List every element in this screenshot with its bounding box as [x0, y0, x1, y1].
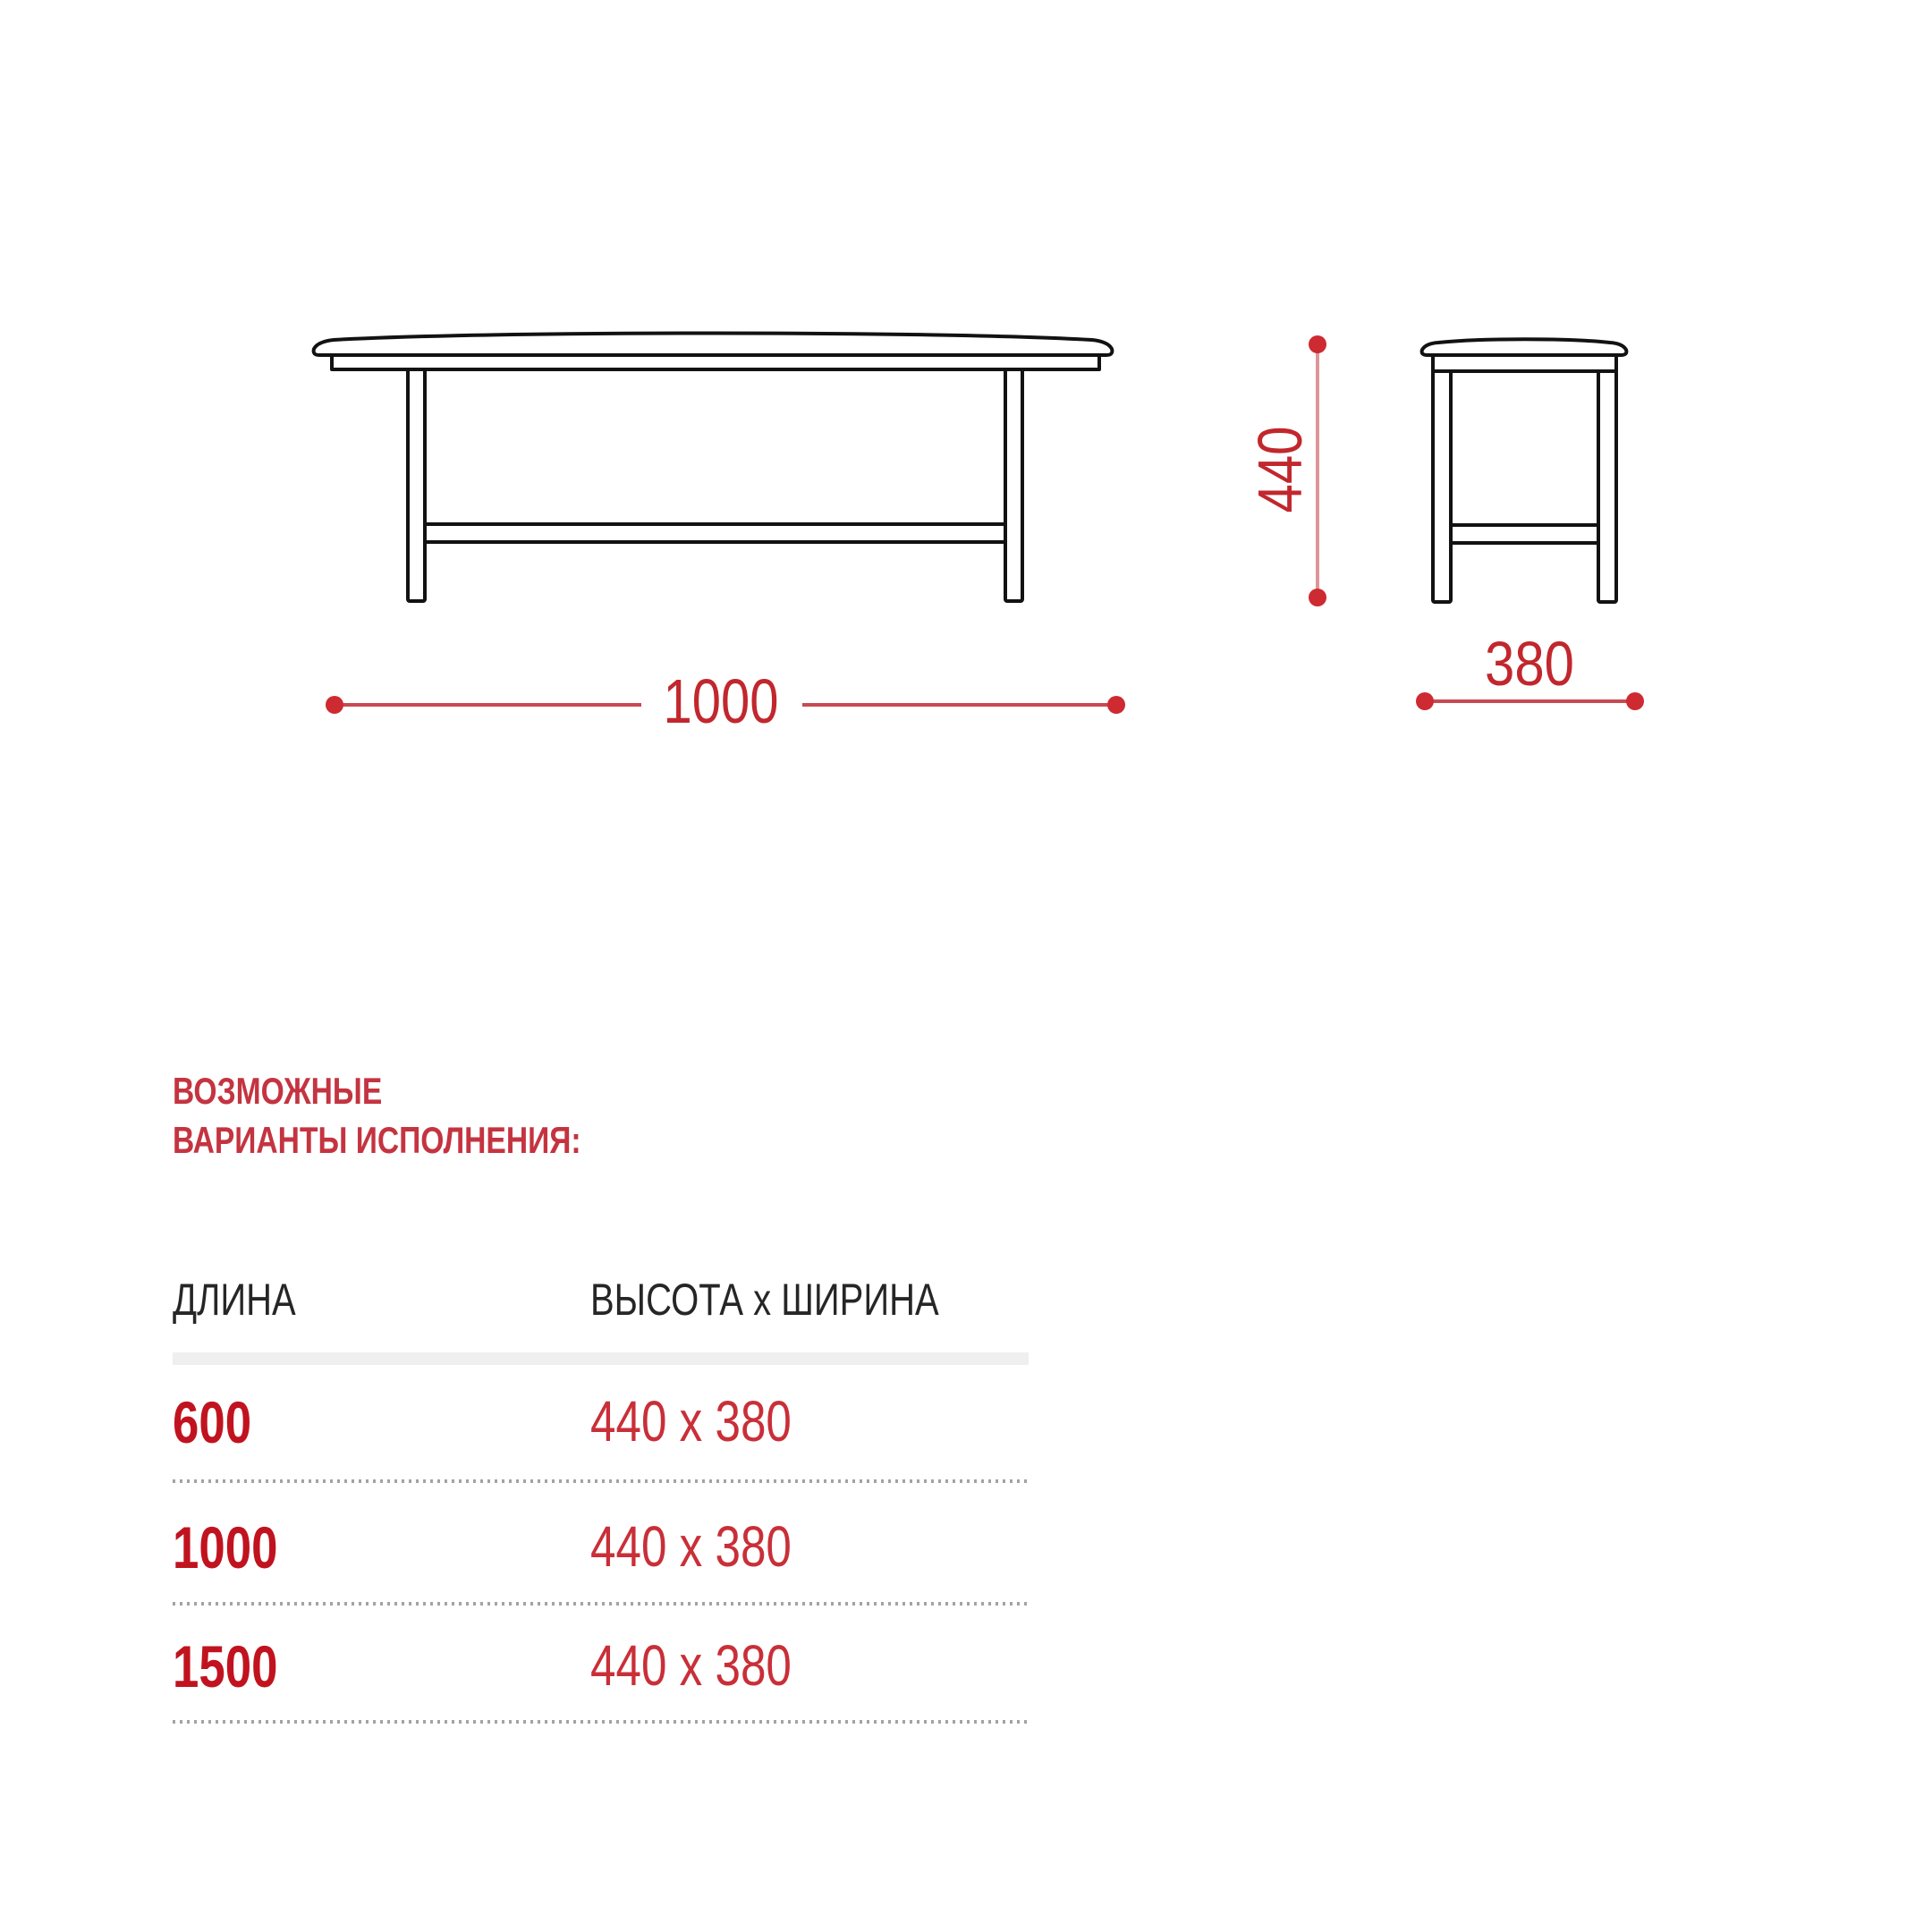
width-dim-dot-right: [1626, 692, 1644, 710]
table-header-bar: [173, 1352, 1029, 1365]
length-dim-dot-right: [1107, 696, 1125, 714]
variants-heading-line1: ВОЗМОЖНЫЕ: [173, 1070, 383, 1112]
side-apron: [1433, 355, 1616, 371]
column-header-length: ДЛИНА: [173, 1275, 296, 1325]
dimension-height: [1245, 335, 1326, 606]
side-stretcher: [1442, 525, 1607, 543]
side-right-leg: [1598, 371, 1616, 602]
width-dim-value: 380: [1485, 629, 1574, 699]
variants-heading: [173, 1066, 683, 1165]
length-dim-value: 1000: [663, 666, 779, 736]
bench-side-view: [1422, 339, 1627, 602]
length-dim-dot-left: [326, 696, 343, 714]
height-dim-value: 440: [1245, 408, 1315, 513]
column-header-size: ВЫСОТА x ШИРИНА: [590, 1275, 939, 1325]
row-separator: [173, 1602, 1029, 1606]
front-right-leg: [1005, 369, 1022, 601]
variants-heading-line2: ВАРИАНТЫ ИСПОЛНЕНИЯ:: [173, 1119, 581, 1161]
front-seat-plank: [314, 334, 1113, 356]
row-separator: [173, 1720, 1029, 1724]
table-row-length: 1500: [173, 1633, 278, 1699]
height-dim-dot-bottom: [1309, 589, 1326, 606]
front-apron: [332, 355, 1099, 369]
table-row-size: 440 x 380: [590, 1514, 792, 1579]
width-dim-dot-left: [1416, 692, 1434, 710]
bench-front-view: [314, 334, 1113, 602]
table-row-length: 600: [173, 1389, 252, 1455]
front-stretcher: [417, 524, 1013, 542]
table-row-size: 440 x 380: [590, 1633, 792, 1698]
dimension-width: [1416, 629, 1644, 710]
front-left-leg: [408, 369, 425, 601]
side-left-leg: [1433, 371, 1451, 602]
side-seat-plank: [1422, 339, 1627, 355]
table-row-length: 1000: [173, 1514, 278, 1580]
dimension-length: [326, 666, 1125, 736]
table-row-size: 440 x 380: [590, 1389, 792, 1453]
row-separator: [173, 1479, 1029, 1483]
height-dim-dot-top: [1309, 335, 1326, 353]
